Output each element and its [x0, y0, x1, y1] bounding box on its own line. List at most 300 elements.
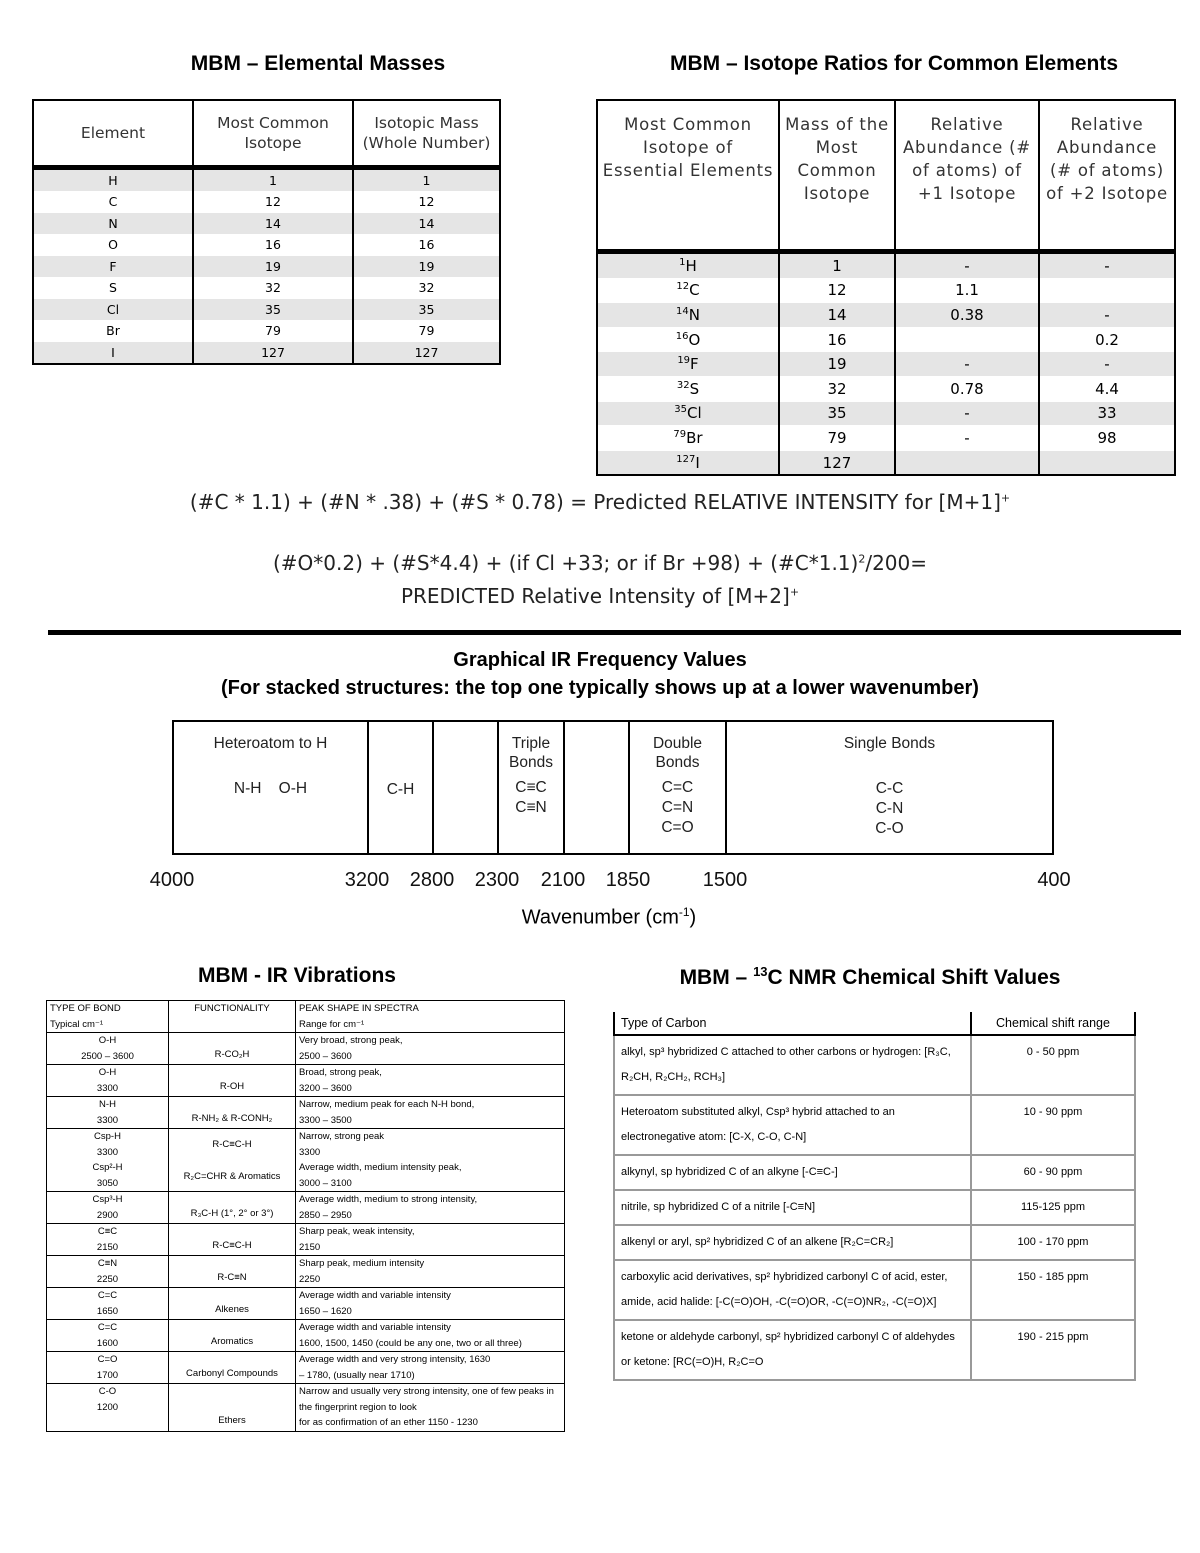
functionality-cell: [169, 1384, 296, 1432]
table-row: [614, 1095, 1135, 1155]
shift-range: 150 - 185 ppm: [971, 1260, 1135, 1320]
bond-cm: 2500 – 3600: [81, 1050, 134, 1062]
bond-cm: 3300: [96, 1146, 119, 1158]
element-symbol: O: [688, 330, 701, 349]
table-cell: 79: [353, 320, 500, 342]
ir-region-label: Double Bonds: [652, 735, 703, 771]
table-cell: 14: [353, 213, 500, 235]
table-cell: 127: [193, 342, 353, 364]
peak-shape-cell: [296, 1033, 565, 1065]
irv-head-bond-b: Typical cm⁻¹: [50, 1018, 104, 1030]
functionality: Carbonyl Compounds: [186, 1367, 278, 1379]
irv-head-shape: [296, 1001, 565, 1033]
col-element: Element: [33, 100, 193, 168]
table-row: [33, 299, 500, 321]
ir-region: [172, 720, 367, 855]
table-row: [614, 1320, 1135, 1380]
element-symbol: H: [685, 256, 697, 275]
table-cell: 14: [193, 213, 353, 235]
bond-type: C-O: [98, 1386, 117, 1397]
table-row: [597, 426, 1175, 451]
table-row: [597, 327, 1175, 352]
peak-shape-cell: [296, 1256, 565, 1288]
table-row: [47, 1097, 565, 1129]
shift-range: 115-125 ppm: [971, 1190, 1135, 1225]
functionality-cell: [169, 1065, 296, 1097]
mass-number: 32: [676, 379, 690, 391]
table-cell: O: [33, 234, 193, 256]
m2-plus: +: [789, 585, 800, 599]
functionality: Aromatics: [210, 1335, 254, 1347]
table-cell: 0.78: [895, 376, 1039, 401]
table-row: [614, 1260, 1135, 1320]
m2-formula-a: (#O*0.2) + (#S*4.4) + (if Cl +33; or if Br +98) + (#C*1.1): [272, 551, 859, 575]
isotope-cell: [597, 252, 779, 279]
isotope-cell: [597, 327, 779, 352]
m2-formula-text: PREDICTED Relative Intensity of [M+2]: [400, 584, 790, 608]
bond-cm: 2150: [96, 1241, 119, 1253]
nmr-title-b: C NMR Chemical Shift Values: [767, 966, 1061, 989]
peak-shape-cell: [296, 1129, 565, 1192]
carbon-type: carboxylic acid derivatives, sp² hybridized carbonyl C of acid, ester, amide, acid halide: [-C(=O)OH, -C(=O)OR, -C(=O)NR₂, -C(=O)X]: [614, 1260, 971, 1320]
m1-formula-text: (#C * 1.1) + (#N * .38) + (#S * 0.78) = Predicted RELATIVE INTENSITY for [M+1]: [189, 490, 1001, 514]
table-cell: 19: [193, 256, 353, 278]
table-cell: 16: [353, 234, 500, 256]
table-cell: [1039, 450, 1175, 475]
col-isotope: Most Common Isotope of Essential Elements: [597, 100, 779, 252]
carbon-type: alkenyl or aryl, sp² hybridized C of an alkene [R₂C=CR₂]: [614, 1225, 971, 1260]
element-symbol: N: [688, 305, 700, 324]
bond-cell: [47, 1224, 169, 1256]
irv-head-shape-b: Range for cm⁻¹: [299, 1018, 365, 1030]
element-symbol: I: [695, 453, 700, 472]
functionality: R-CO₂H: [214, 1048, 250, 1060]
table-cell: -: [1039, 303, 1175, 328]
bond-cm: 1200: [96, 1401, 119, 1413]
peak-shape-cell: [296, 1192, 565, 1224]
table-cell: 79: [779, 426, 895, 451]
col-common-isotope: Most Common Isotope: [193, 100, 353, 168]
table-cell: 127: [353, 342, 500, 364]
m2-square: 2: [858, 552, 866, 566]
table-cell: 35: [193, 299, 353, 321]
table-cell: Cl: [33, 299, 193, 321]
ir-tick-label: 2800: [409, 869, 455, 891]
ir-tick-label: 1500: [702, 869, 748, 891]
peak-range: 2500 – 3600: [299, 1050, 352, 1062]
carbon-type: alkyl, sp³ hybridized C attached to other carbons or hydrogen: [R₃C, R₂CH, R₂CH₂, RCH₃]: [614, 1035, 971, 1095]
bond-cm: 1700: [96, 1369, 119, 1381]
peak-range: 3300: [299, 1146, 321, 1158]
table-row: [33, 234, 500, 256]
bond-type: C=C: [97, 1290, 118, 1301]
bond-type: Csp²-H: [92, 1162, 123, 1173]
peak-range: 2850 – 2950: [299, 1209, 352, 1221]
table-cell: -: [1039, 352, 1175, 377]
irv-head-bond: [47, 1001, 169, 1033]
peak-desc: Average width, medium to strong intensity,: [299, 1194, 478, 1205]
bond-cell: [47, 1384, 169, 1432]
nmr-shift-table: [613, 1012, 1136, 1381]
table-cell: 1: [353, 168, 500, 192]
peak-range: 3000 – 3100: [299, 1177, 352, 1189]
table-row: [47, 1065, 565, 1097]
table-cell: 35: [353, 299, 500, 321]
peak-range: 3300 – 3500: [299, 1114, 352, 1126]
table-row: [614, 1225, 1135, 1260]
table-row: [47, 1224, 565, 1256]
ir-region-bonds: [630, 778, 725, 838]
mass-number: 1: [679, 256, 686, 268]
nmr-title-sup: 13: [753, 964, 768, 979]
peak-range: 1600, 1500, 1450 (could be any one, two or all three): [299, 1337, 522, 1349]
table-cell: 0.2: [1039, 327, 1175, 352]
functionality: R-C≡C-H: [212, 1139, 252, 1150]
table-row: [47, 1288, 565, 1320]
table-row: [597, 352, 1175, 377]
table-row: [597, 303, 1175, 328]
table-cell: 35: [779, 401, 895, 426]
ir-tick-label: 4000: [149, 869, 195, 891]
ir-region: [563, 720, 628, 855]
bond-cell: [47, 1192, 169, 1224]
table-cell: 1: [779, 252, 895, 279]
ir-chart-subtitle: (For stacked structures: the top one typically shows up at a lower wavenumber): [221, 677, 979, 699]
table-row: [614, 1155, 1135, 1190]
functionality-cell: [169, 1288, 296, 1320]
table-cell: 12: [353, 191, 500, 213]
bond-cm: 3300: [96, 1114, 119, 1126]
m2-formula-line1: [0, 551, 1200, 575]
functionality: R-C≡C-H: [212, 1239, 252, 1251]
table-row: [47, 1320, 565, 1352]
peak-shape-cell: [296, 1288, 565, 1320]
peak-shape-cell: [296, 1065, 565, 1097]
bond-label: C=C: [661, 779, 694, 796]
element-symbol: Br: [686, 428, 703, 447]
bond-type: O-H: [98, 1035, 117, 1046]
table-cell: -: [895, 401, 1039, 426]
functionality-cell: [169, 1129, 296, 1192]
ir-region-bonds: [727, 779, 1052, 839]
table-row: [614, 1190, 1135, 1225]
table-cell: -: [895, 352, 1039, 377]
functionality-cell: [169, 1097, 296, 1129]
functionality-cell: [169, 1224, 296, 1256]
ir-tick-label: 400: [1037, 869, 1071, 891]
table-cell: H: [33, 168, 193, 192]
isotope-cell: [597, 352, 779, 377]
bond-type: O-H: [98, 1067, 117, 1078]
bond-type: N-H: [99, 1099, 116, 1110]
peak-desc: Sharp peak, medium intensity: [299, 1258, 425, 1269]
ir-region-label: Heteroatom to H: [213, 735, 328, 752]
ir-region-label: Single Bonds: [843, 735, 936, 752]
table-cell: 127: [779, 450, 895, 475]
carbon-type: ketone or aldehyde carbonyl, sp² hybridized carbonyl C of aldehydes or ketone: [RC(=O)H, R₂C=O: [614, 1320, 971, 1380]
ir-region-bonds: [369, 780, 432, 800]
bond-cell: [47, 1033, 169, 1065]
mass-number: 12: [676, 281, 690, 293]
irv-head-func: FUNCTIONALITY: [169, 1001, 296, 1033]
bond-cm: 1600: [96, 1337, 119, 1349]
nmr-title-a: MBM –: [679, 966, 754, 989]
table-row: [33, 168, 500, 192]
table-cell: N: [33, 213, 193, 235]
table-cell: 19: [353, 256, 500, 278]
peak-shape-cell: [296, 1352, 565, 1384]
irv-head-bond-a: TYPE OF BOND: [50, 1003, 121, 1014]
bond-cell: [47, 1320, 169, 1352]
bond-type: C=C: [97, 1322, 118, 1333]
functionality: R-OH: [219, 1080, 245, 1092]
peak-desc: Average width and variable intensity: [299, 1322, 451, 1333]
table-cell: 12: [193, 191, 353, 213]
elemental-masses-table: [32, 99, 501, 365]
peak-desc: Narrow and usually very strong intensity, one of few peaks in the fingerprint region to look: [299, 1386, 554, 1413]
bond-cm: 2250: [96, 1273, 119, 1285]
isotope-cell: [597, 401, 779, 426]
peak-range: – 1780, (usually near 1710): [299, 1369, 415, 1381]
element-symbol: S: [689, 379, 700, 398]
table-cell: 19: [779, 352, 895, 377]
ir-vibrations-table: [46, 1000, 565, 1432]
ir-axis-label-text: Wavenumber (cm: [521, 906, 679, 929]
table-cell: I: [33, 342, 193, 364]
functionality: Ethers: [218, 1415, 246, 1426]
bond-cell: [47, 1097, 169, 1129]
functionality-cell: [169, 1033, 296, 1065]
col-mass: Mass of the Most Common Isotope: [779, 100, 895, 252]
table-cell: -: [895, 426, 1039, 451]
ir-region: [628, 720, 725, 855]
table-row: [33, 277, 500, 299]
table-cell: 4.4: [1039, 376, 1175, 401]
bond-label: C=O: [661, 819, 694, 836]
ir-tick-label: 2100: [540, 869, 586, 891]
functionality: R₃C-H (1°, 2° or 3°): [190, 1207, 274, 1219]
mass-number: 35: [674, 404, 688, 416]
element-symbol: F: [690, 355, 699, 374]
peak-desc: Average width, medium intensity peak,: [299, 1162, 462, 1173]
shift-range: 100 - 170 ppm: [971, 1225, 1135, 1260]
ir-axis-label-sup: -1: [678, 905, 690, 919]
bond-type: Csp³-H: [92, 1194, 123, 1205]
bond-label: C≡C: [515, 779, 547, 796]
bond-cell: [47, 1288, 169, 1320]
nmr-head-type: Type of Carbon: [614, 1012, 971, 1035]
shift-range: 0 - 50 ppm: [971, 1035, 1135, 1095]
table-row: [597, 278, 1175, 303]
isotope-ratios-table: [596, 99, 1176, 476]
table-row: [33, 342, 500, 364]
bond-type: C≡N: [97, 1258, 118, 1269]
peak-shape-cell: [296, 1224, 565, 1256]
peak-desc: Average width and very strong intensity, 1630: [299, 1354, 491, 1365]
carbon-type: nitrile, sp hybridized C of a nitrile [-C≡N]: [614, 1190, 971, 1225]
mass-number: 127: [676, 453, 696, 465]
peak-desc: Very broad, strong peak,: [299, 1035, 403, 1046]
bond-cell: [47, 1256, 169, 1288]
table-row: [47, 1192, 565, 1224]
ir-tick-label: 1850: [605, 869, 651, 891]
peak-desc: Narrow, strong peak: [299, 1131, 385, 1142]
ir-tick-label: 3200: [344, 869, 390, 891]
ir-region-label: Triple Bonds: [509, 735, 553, 771]
elemental-title: MBM – Elemental Masses: [190, 52, 446, 75]
table-cell: 33: [1039, 401, 1175, 426]
bond-label: C-N: [875, 800, 904, 817]
bond-label: C≡N: [515, 799, 547, 816]
mass-number: 19: [677, 355, 691, 367]
table-cell: 32: [779, 376, 895, 401]
bond-cm: 3050: [96, 1177, 119, 1189]
shift-range: 10 - 90 ppm: [971, 1095, 1135, 1155]
table-row: [597, 376, 1175, 401]
mass-number: 79: [673, 428, 687, 440]
carbon-type: alkynyl, sp hybridized C of an alkyne [-C≡C-]: [614, 1155, 971, 1190]
table-cell: 16: [193, 234, 353, 256]
isotope-cell: [597, 426, 779, 451]
shift-range: 60 - 90 ppm: [971, 1155, 1135, 1190]
peak-range: 1650 – 1620: [299, 1305, 352, 1317]
peak-shape-cell: [296, 1384, 565, 1432]
functionality-cell: [169, 1192, 296, 1224]
table-row: [33, 213, 500, 235]
col-isotopic-mass: Isotopic Mass (Whole Number): [362, 114, 491, 152]
ir-chart-title: Graphical IR Frequency Values: [453, 649, 747, 671]
ir-axis-label-end: ): [689, 906, 697, 929]
table-cell: S: [33, 277, 193, 299]
bond-label: C=N: [661, 799, 694, 816]
bond-cell: [47, 1129, 169, 1192]
table-cell: 1.1: [895, 278, 1039, 303]
table-cell: Br: [33, 320, 193, 342]
irv-head-shape-a: PEAK SHAPE IN SPECTRA: [299, 1003, 419, 1014]
bond-label: C-H: [386, 781, 415, 798]
m1-formula: [0, 490, 1200, 514]
ir-region: [432, 720, 497, 855]
table-row: [47, 1129, 565, 1192]
ir-region: [725, 720, 1054, 855]
table-row: [47, 1352, 565, 1384]
mass-number: 16: [675, 330, 689, 342]
bond-label: N-H O-H: [233, 780, 308, 797]
bond-cm: 2900: [96, 1209, 119, 1221]
table-cell: [895, 327, 1039, 352]
table-row: [47, 1384, 565, 1432]
functionality: R-C≡N: [217, 1271, 247, 1283]
table-row: [614, 1035, 1135, 1095]
ir-vib-title: MBM - IR Vibrations: [198, 964, 396, 987]
peak-desc: Narrow, medium peak for each N-H bond,: [299, 1099, 475, 1110]
bond-cell: [47, 1065, 169, 1097]
table-cell: 14: [779, 303, 895, 328]
functionality-cell: [169, 1320, 296, 1352]
ir-region-bonds: [499, 778, 563, 818]
table-cell: 98: [1039, 426, 1175, 451]
table-cell: [1039, 278, 1175, 303]
ir-tick-label: 2300: [474, 869, 520, 891]
table-cell: 32: [353, 277, 500, 299]
ir-axis-label: [0, 905, 1200, 930]
bond-type: C=O: [97, 1354, 118, 1365]
table-row: [597, 450, 1175, 475]
table-cell: 79: [193, 320, 353, 342]
peak-shape-cell: [296, 1320, 565, 1352]
isotope-cell: [597, 450, 779, 475]
ir-region: [497, 720, 563, 855]
functionality: R₂C=CHR & Aromatics: [183, 1170, 281, 1182]
table-row: [47, 1033, 565, 1065]
table-cell: 32: [193, 277, 353, 299]
m1-plus: +: [1000, 491, 1011, 505]
peak-range: 2150: [299, 1241, 321, 1253]
peak-desc: Broad, strong peak,: [299, 1067, 382, 1078]
col-plus2: Relative Abundance (# of atoms) of +2 Isotope: [1046, 115, 1168, 203]
peak-desc: Sharp peak, weak intensity,: [299, 1226, 415, 1237]
functionality: Alkenes: [215, 1303, 249, 1315]
m2-formula-line2: [0, 584, 1200, 608]
shift-range: 190 - 215 ppm: [971, 1320, 1135, 1380]
table-row: [597, 252, 1175, 279]
peak-desc: Average width and variable intensity: [299, 1290, 451, 1301]
functionality-cell: [169, 1352, 296, 1384]
bond-cell: [47, 1352, 169, 1384]
table-cell: -: [1039, 252, 1175, 279]
table-cell: -: [895, 252, 1039, 279]
table-cell: 16: [779, 327, 895, 352]
table-cell: C: [33, 191, 193, 213]
isotope-title: MBM – Isotope Ratios for Common Elements: [669, 52, 1119, 75]
nmr-head-shift: Chemical shift range: [971, 1012, 1135, 1035]
bond-cm: 1650: [96, 1305, 119, 1317]
table-cell: F: [33, 256, 193, 278]
table-cell: 12: [779, 278, 895, 303]
functionality-cell: [169, 1256, 296, 1288]
bond-label: C-C: [875, 780, 904, 797]
isotope-cell: [597, 278, 779, 303]
peak-range: 2250: [299, 1273, 321, 1285]
table-row: [33, 256, 500, 278]
nmr-title: [613, 964, 1127, 990]
isotope-cell: [597, 376, 779, 401]
isotope-cell: [597, 303, 779, 328]
element-symbol: C: [689, 281, 700, 300]
element-symbol: Cl: [687, 404, 702, 423]
table-row: [33, 191, 500, 213]
bond-label: C-O: [875, 820, 904, 837]
carbon-type: Heteroatom substituted alkyl, Csp³ hybrid attached to an electronegative atom: [C-X, C-O, C-N]: [614, 1095, 971, 1155]
table-cell: [895, 450, 1039, 475]
table-row: [47, 1256, 565, 1288]
m2-formula-b: /200=: [865, 551, 928, 575]
table-cell: 0.38: [895, 303, 1039, 328]
table-cell: 1: [193, 168, 353, 192]
bond-type: Csp-H: [94, 1131, 121, 1142]
table-row: [597, 401, 1175, 426]
bond-type: C≡C: [97, 1226, 118, 1237]
section-divider: [48, 630, 1181, 635]
bond-cm: 3300: [96, 1082, 119, 1094]
ir-region: [367, 720, 432, 855]
peak-range: for as confirmation of an ether 1150 - 1230: [299, 1417, 478, 1428]
table-row: [33, 320, 500, 342]
ir-region-bonds: [174, 779, 367, 799]
col-plus1: Relative Abundance (# of atoms) of +1 Isotope: [895, 100, 1039, 252]
mass-number: 14: [676, 305, 689, 317]
peak-shape-cell: [296, 1097, 565, 1129]
